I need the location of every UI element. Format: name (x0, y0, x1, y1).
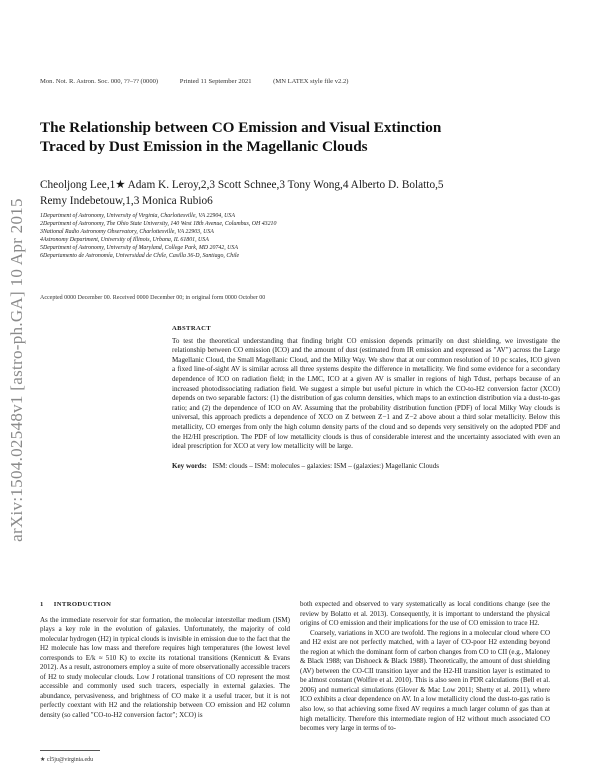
style-file: (MN LATEX style file v2.2) (273, 78, 349, 85)
body-paragraph: Coarsely, variations in XCO are twofold. The regions in a molecular cloud where CO and H2 exist are not perfectly matched, with a layer of CO-poor H2 extending beyond the region at which the dominant form of carbon changes from CO to CII (e.g., Maloney & Black 1988; van Dishoeck & Black 1988). Theoretically, the amount of dust shielding (AV) between the CO-CII transition layer and the H2-HI transition layer is estimated to be almost constant (Wolfire et al. 2010). This is also seen in PDR calculations (Bell et al. 2006) and numerical simulations (Glover & Mac Low 2011; Shetty et al. 2011), where ICO exhibits a clear dependence on AV. In a low metallicity cloud the dust-to-gas ratio is also low, so that achieving some fixed AV requires a much larger column of gas than at high metallicity. Therefore this intermediate region of H2 without much associated CO becomes very large in terms of to- (300, 628, 550, 733)
keywords-label: Key words: (172, 461, 207, 470)
affiliation: 2Department of Astronomy, The Ohio State University, 140 West 18th Avenue, Columbus, OH 43210 (40, 221, 277, 228)
affiliation: 3National Radio Astronomy Observatory, Charlottesville, VA 22903, USA (40, 229, 214, 236)
abstract (172, 324, 560, 471)
author-line: Remy Indebetouw,1,3 Monica Rubio6 (40, 194, 213, 207)
left-column (40, 600, 290, 721)
running-head (40, 78, 560, 85)
keywords-text: ISM: clouds – ISM: molecules – galaxies: ISM – (galaxies:) Magellanic Clouds (212, 461, 440, 470)
title-line: The Relationship between CO Emission and Visual Extinction (40, 119, 442, 136)
body-paragraph: As the immediate reservoir for star formation, the molecular interstellar medium (ISM) plays a key role in the evolution of galaxies. Unfortunately, the majority of cold molecular hydrogen (H2) in typical clouds is invisible in emission due to the fact that the H2 molecule has low mass and therefore requires high temperatures (the lowest level corresponds to E/k ≈ 510 K) to excite its rotational transitions (Kennicutt & Evans 2012). As a result, astronomers employ a suite of more observationally accessible tracers of H2 to study molecular clouds. Low J rotational transitions of CO represent the most accessible and commonly used such tracers, especially in external galaxies. The abundance, pervasiveness, and brightness of CO make it a useful tracer, but it is not perfectly coextant with H2 and the relationship between CO emission and H2 column density (so called "CO-to-H2 conversion factor"; XCO) is (40, 615, 290, 720)
author-list (40, 178, 560, 209)
arxiv-identifier: arXiv:1504.02548v1 [astro-ph.GA] 10 Apr 2015 (7, 198, 26, 542)
title-line: Traced by Dust Emission in the Magellanic Clouds (40, 138, 368, 155)
affiliation: 4Astronomy Department, University of Illinois, Urbana, IL 61801, USA (40, 237, 209, 244)
abstract-text: To test the theoretical understanding that finding bright CO emission depends primarily on dust shielding, we investigate the relationship between CO emission (ICO) and the amount of dust (estimated from IR emission and expressed as "AV") across the Large Magellanic Cloud, the Small Magellanic Cloud, and the Milky Way. We show that at our common resolution of 10 pc scales, ICO given a fixed line-of-sight AV is similar across all three systems despite the difference in metallicity. We find some evidence for a secondary dependence of ICO on radiation field; in the LMC, ICO at a given AV is smaller in regions of high Tdust, perhaps because of an increased photodissociating radiation field. We suggest a simple but useful picture in which the CO-to-H2 conversion factor (XCO) depends on two separable factors: (1) the distribution of gas column densities, which maps to an extinction distribution via a dust-to-gas ratio; and (2) the dependence of ICO on AV. Assuming that the probability distribution function (PDF) of local Milky Way clouds is universal, this approach predicts a dependence of XCO on Z between Z−1 and Z−2 above about a third solar metallicity. Below this metallicity, CO emerges from only the high column density parts of the cloud and so depends very sensitively on the adopted PDF and the H2/HI prescription. The PDF of low metallicity clouds is thus of considerable interest and the uncertainty associated with even an ideal prescription for XCO at very low metallicity will be large. (172, 336, 560, 451)
affiliation: 1Department of Astronomy, University of Virginia, Charlottesville, VA 22904, USA (40, 213, 235, 219)
footnote-email: ★ cl5ju@virginia.edu (40, 757, 94, 763)
right-column (300, 600, 550, 734)
section-number: 1 (40, 601, 44, 608)
accepted-line: Accepted 0000 December 00. Received 0000 December 00; in original form 0000 October 00 (40, 295, 266, 301)
arxiv-stamp (4, 160, 30, 580)
affiliation: 5Department of Astronomy, University of Maryland, College Park, MD 20742, USA (40, 245, 238, 252)
author-line: Cheoljong Lee,1★ Adam K. Leroy,2,3 Scott Schnee,3 Tony Wong,4 Alberto D. Bolatto,5 (40, 179, 444, 191)
abstract-heading: ABSTRACT (172, 325, 212, 332)
paper-title (40, 118, 560, 156)
journal-citation: Mon. Not. R. Astron. Soc. 000, ??–?? (0000) (40, 78, 159, 85)
body-paragraph: both expected and observed to vary systematically as local conditions change (see the review by Bolatto et al. 2013). Consequently, it is important to understand the physical origins of CO emission and their implications for the use of CO emission to trace H2. (300, 600, 550, 628)
section-heading (40, 600, 290, 610)
section-title: INTRODUCTION (53, 601, 112, 608)
keywords (172, 462, 560, 472)
footnote-rule (40, 750, 100, 751)
print-date: Printed 11 September 2021 (179, 78, 252, 85)
affiliation: 6Departamento de Astronomía, Universidad de Chile, Casilla 36-D, Santiago, Chile (40, 253, 240, 260)
affiliations (40, 212, 560, 261)
